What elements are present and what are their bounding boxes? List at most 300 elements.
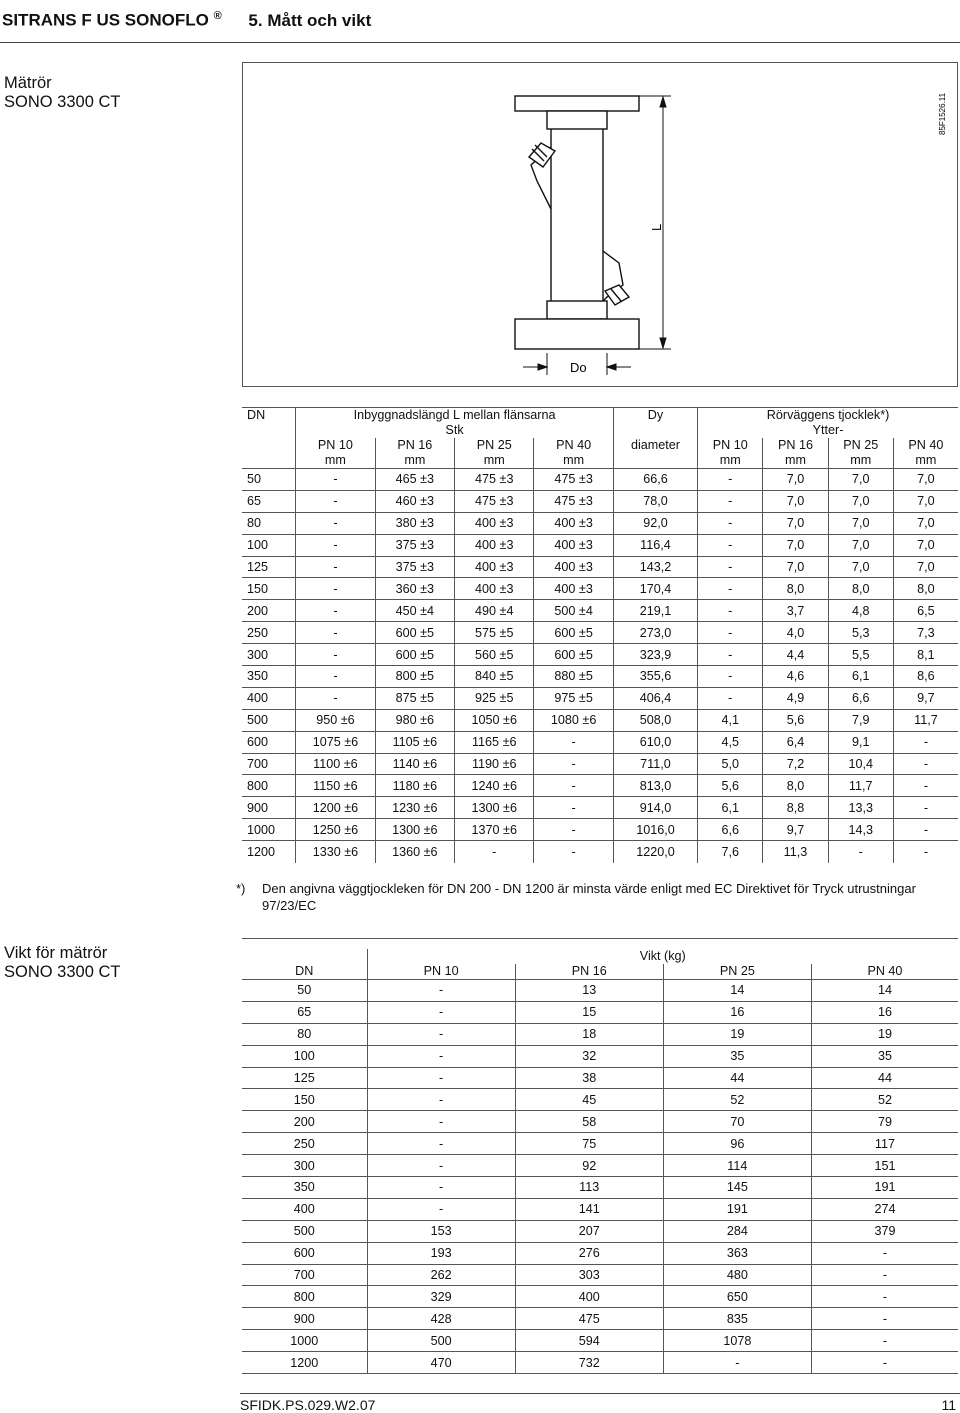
table-cell: 8,0 [763, 775, 828, 797]
col-dy-subheader: diameter [613, 438, 697, 453]
table-cell: 1300 ±6 [455, 797, 534, 819]
weight-col-header: DN [295, 964, 314, 978]
table-cell: - [698, 666, 763, 688]
table-cell: 400 ±3 [455, 578, 534, 600]
header-section-title: 5. Mått och vikt [248, 10, 372, 30]
table-cell: 400 [515, 1286, 663, 1308]
table-cell: - [893, 797, 958, 819]
meter-tube-drawing [243, 63, 957, 386]
table-cell: 1105 ±6 [375, 731, 454, 753]
table-cell: - [367, 1155, 515, 1177]
table-cell: 117 [811, 1133, 958, 1155]
table-cell: 16 [663, 1001, 811, 1023]
table-cell: 5,6 [698, 775, 763, 797]
table-cell: 428 [367, 1308, 515, 1330]
doc-code: SFIDK.PS.029.W2.07 [240, 1397, 376, 1413]
dn-cell: 150 [242, 1089, 367, 1111]
table-cell: 800 ±5 [375, 666, 454, 688]
table-row [242, 1177, 958, 1199]
table-cell: 7,0 [828, 512, 893, 534]
table-cell: 113 [515, 1177, 663, 1199]
table-cell: 880 ±5 [534, 666, 613, 688]
col-len-pn16: PN 16 [375, 438, 454, 453]
table-cell: 400 ±3 [534, 578, 613, 600]
table-cell: 5,0 [698, 753, 763, 775]
table-cell: - [367, 1111, 515, 1133]
table-cell: 52 [811, 1089, 958, 1111]
table-cell: 500 ±4 [534, 600, 613, 622]
dn-cell: 700 [242, 1264, 367, 1286]
table-cell: 363 [663, 1242, 811, 1264]
table-cell: - [455, 841, 534, 863]
table-cell: 475 ±3 [455, 490, 534, 512]
table-cell: - [828, 841, 893, 863]
dn-cell: 1200 [242, 841, 296, 863]
table-cell: 1190 ±6 [455, 753, 534, 775]
dn-cell: 300 [242, 1155, 367, 1177]
col-dn-header: DN [242, 408, 296, 424]
col-len-pn10: PN 10 [296, 438, 375, 453]
table-cell: 92 [515, 1155, 663, 1177]
dn-cell: 250 [242, 1133, 367, 1155]
unit-label: mm [763, 453, 828, 469]
weight-col-header: PN 40 [811, 964, 958, 980]
table-cell: 7,9 [828, 709, 893, 731]
unit-label: mm [828, 453, 893, 469]
table-cell: - [698, 534, 763, 556]
table-cell: 1078 [663, 1330, 811, 1352]
footnote [236, 880, 958, 914]
table-cell: 323,9 [613, 644, 697, 666]
col-wall-pn40: PN 40 [893, 438, 958, 453]
table-cell: - [811, 1352, 958, 1374]
table-cell: 400 ±3 [455, 512, 534, 534]
dn-cell: 250 [242, 622, 296, 644]
table-cell: 15 [515, 1001, 663, 1023]
table-cell: 508,0 [613, 709, 697, 731]
table-cell: 79 [811, 1111, 958, 1133]
table-row [242, 534, 958, 556]
table-cell: 610,0 [613, 731, 697, 753]
table-cell: 52 [663, 1089, 811, 1111]
table-cell: 7,0 [763, 556, 828, 578]
weight-col-header: PN 25 [663, 964, 811, 980]
table-cell: 6,6 [828, 687, 893, 709]
table-cell: 380 ±3 [375, 512, 454, 534]
dn-cell: 50 [242, 980, 367, 1002]
table-cell: 711,0 [613, 753, 697, 775]
table-row [242, 1308, 958, 1330]
table-cell: 5,3 [828, 622, 893, 644]
table-cell: - [296, 622, 375, 644]
table-cell: - [367, 1023, 515, 1045]
table-cell: - [698, 556, 763, 578]
table-cell: - [296, 469, 375, 491]
table-cell: 35 [811, 1045, 958, 1067]
dn-cell: 350 [242, 666, 296, 688]
table-row [242, 1155, 958, 1177]
dn-cell: 125 [242, 556, 296, 578]
table-cell: 1370 ±6 [455, 819, 534, 841]
table-cell: 7,0 [893, 512, 958, 534]
dn-cell: 80 [242, 512, 296, 534]
table-cell: 16 [811, 1001, 958, 1023]
table-cell: 600 ±5 [375, 622, 454, 644]
table-cell: - [811, 1308, 958, 1330]
dn-cell: 65 [242, 490, 296, 512]
table-cell: 7,0 [763, 512, 828, 534]
table-cell: 7,0 [828, 469, 893, 491]
table-cell: 1330 ±6 [296, 841, 375, 863]
table-cell: 14,3 [828, 819, 893, 841]
table-cell: 193 [367, 1242, 515, 1264]
table-cell: 7,2 [763, 753, 828, 775]
table-cell: 11,3 [763, 841, 828, 863]
table-cell: 875 ±5 [375, 687, 454, 709]
table-cell: - [367, 980, 515, 1002]
table-cell: 8,0 [763, 578, 828, 600]
table-cell: 9,1 [828, 731, 893, 753]
dn-cell: 125 [242, 1067, 367, 1089]
table-cell: 284 [663, 1220, 811, 1242]
table-cell: 450 ±4 [375, 600, 454, 622]
table-cell: 575 ±5 [455, 622, 534, 644]
table-row [242, 1045, 958, 1067]
table-cell: - [296, 556, 375, 578]
weight-caption: Vikt (kg) [367, 949, 958, 964]
table-cell: 914,0 [613, 797, 697, 819]
table-row [242, 1198, 958, 1220]
table-cell: 274 [811, 1198, 958, 1220]
table-cell: 96 [663, 1133, 811, 1155]
header-rule [0, 42, 960, 43]
col-wall-group-header: Rörväggens tjocklek*) [698, 408, 958, 424]
table-cell: 13,3 [828, 797, 893, 819]
table-cell: 950 ±6 [296, 709, 375, 731]
table-cell: - [811, 1286, 958, 1308]
table-cell: 7,0 [763, 534, 828, 556]
table-cell: - [296, 534, 375, 556]
table-cell: 6,1 [828, 666, 893, 688]
table-cell: 500 [367, 1330, 515, 1352]
table-row [242, 709, 958, 731]
unit-label: mm [893, 453, 958, 469]
col-length-group-header: Inbyggnadslängd L mellan flänsarna [296, 408, 614, 424]
table-cell: 1300 ±6 [375, 819, 454, 841]
table-cell: 262 [367, 1264, 515, 1286]
unit-label: mm [455, 453, 534, 469]
table-cell: 480 [663, 1264, 811, 1286]
dn-cell: 700 [242, 753, 296, 775]
table-cell: - [698, 644, 763, 666]
table-cell: 143,2 [613, 556, 697, 578]
table-cell: 400 ±3 [534, 512, 613, 534]
table-cell: 8,0 [828, 578, 893, 600]
unit-label: mm [698, 453, 763, 469]
dn-cell: 500 [242, 709, 296, 731]
table-cell: 400 ±3 [534, 534, 613, 556]
dn-cell: 400 [242, 1198, 367, 1220]
table-row [242, 687, 958, 709]
dn-cell: 600 [242, 731, 296, 753]
table-cell: 58 [515, 1111, 663, 1133]
table-cell: 4,1 [698, 709, 763, 731]
table-cell: 13 [515, 980, 663, 1002]
table-row [242, 512, 958, 534]
table-cell: 4,9 [763, 687, 828, 709]
table-cell: 116,4 [613, 534, 697, 556]
table-cell: 600 ±5 [534, 644, 613, 666]
table-cell: 375 ±3 [375, 534, 454, 556]
table-cell: 11,7 [893, 709, 958, 731]
dimensions-table [242, 407, 958, 863]
table-cell: - [367, 1198, 515, 1220]
table-row [242, 1220, 958, 1242]
table-cell: 3,7 [763, 600, 828, 622]
table-cell: 32 [515, 1045, 663, 1067]
table-cell: 45 [515, 1089, 663, 1111]
dimension-Do-label: Do [570, 360, 587, 375]
dn-cell: 50 [242, 469, 296, 491]
dn-cell: 900 [242, 797, 296, 819]
table-cell: 7,0 [828, 490, 893, 512]
table-cell: 4,6 [763, 666, 828, 688]
table-cell: 475 ±3 [534, 469, 613, 491]
table-cell: 145 [663, 1177, 811, 1199]
table-cell: 1230 ±6 [375, 797, 454, 819]
dn-cell: 1000 [242, 819, 296, 841]
table-cell: - [367, 1067, 515, 1089]
table-cell: - [367, 1133, 515, 1155]
table-cell: 8,0 [893, 578, 958, 600]
table-row [242, 1286, 958, 1308]
table-cell: 1200 ±6 [296, 797, 375, 819]
table-cell: 170,4 [613, 578, 697, 600]
table-cell: - [367, 1089, 515, 1111]
table-row [242, 1089, 958, 1111]
table-cell: 6,4 [763, 731, 828, 753]
table-cell: 360 ±3 [375, 578, 454, 600]
table-cell: 191 [811, 1177, 958, 1199]
table-row [242, 1330, 958, 1352]
unit-label: mm [534, 453, 613, 469]
dimension-L-label: L [649, 223, 664, 231]
table-cell: 114 [663, 1155, 811, 1177]
table-cell: 7,0 [893, 556, 958, 578]
table-cell: 4,5 [698, 731, 763, 753]
dn-cell: 800 [242, 1286, 367, 1308]
table-cell: 1075 ±6 [296, 731, 375, 753]
table-row [242, 556, 958, 578]
table-row [242, 753, 958, 775]
col-length-group-subheader: Stk [296, 423, 614, 438]
table-cell: 600 ±5 [534, 622, 613, 644]
section-label-meter-tube: Mätrör SONO 3300 CT [4, 74, 121, 111]
table-cell: - [698, 622, 763, 644]
dn-cell: 80 [242, 1023, 367, 1045]
table-cell: 219,1 [613, 600, 697, 622]
table-cell: 14 [663, 980, 811, 1002]
table-cell: 8,1 [893, 644, 958, 666]
table-cell: 475 ±3 [455, 469, 534, 491]
col-wall-pn16: PN 16 [763, 438, 828, 453]
dn-cell: 100 [242, 1045, 367, 1067]
table-cell: 470 [367, 1352, 515, 1374]
table-cell: - [893, 731, 958, 753]
dn-cell: 200 [242, 600, 296, 622]
table-cell: 4,8 [828, 600, 893, 622]
dn-cell: 900 [242, 1308, 367, 1330]
table-cell: - [698, 687, 763, 709]
table-cell: - [367, 1045, 515, 1067]
col-dy-header: Dy [613, 408, 697, 424]
table-cell: 400 ±3 [534, 556, 613, 578]
table-row [242, 731, 958, 753]
table-row [242, 1352, 958, 1374]
table-cell: 14 [811, 980, 958, 1002]
table-cell: - [296, 666, 375, 688]
table-cell: 1150 ±6 [296, 775, 375, 797]
table-cell: 1165 ±6 [455, 731, 534, 753]
dn-cell: 600 [242, 1242, 367, 1264]
table-cell: 1080 ±6 [534, 709, 613, 731]
table-cell: 141 [515, 1198, 663, 1220]
table-row [242, 980, 958, 1002]
table-row [242, 666, 958, 688]
table-cell: 8,6 [893, 666, 958, 688]
header-brand: SITRANS F US SONOFLO [2, 10, 209, 30]
table-cell: 191 [663, 1198, 811, 1220]
table-cell: 276 [515, 1242, 663, 1264]
table-cell: - [663, 1352, 811, 1374]
table-cell: 8,8 [763, 797, 828, 819]
table-row [242, 578, 958, 600]
dn-cell: 800 [242, 775, 296, 797]
table-row [242, 1023, 958, 1045]
table-cell: 4,0 [763, 622, 828, 644]
table-cell: 840 ±5 [455, 666, 534, 688]
footnote-marker: *) [236, 881, 246, 896]
dn-cell: 65 [242, 1001, 367, 1023]
technical-drawing [242, 62, 958, 387]
weight-table [242, 949, 958, 1374]
table-row [242, 1111, 958, 1133]
section-rule [242, 938, 958, 939]
table-cell: 303 [515, 1264, 663, 1286]
table-cell: 400 ±3 [455, 556, 534, 578]
table-cell: 465 ±3 [375, 469, 454, 491]
table-cell: - [367, 1177, 515, 1199]
table-cell: - [534, 753, 613, 775]
table-cell: 92,0 [613, 512, 697, 534]
table-cell: - [698, 600, 763, 622]
table-cell: 1016,0 [613, 819, 697, 841]
col-wall-pn10: PN 10 [698, 438, 763, 453]
dn-cell: 1000 [242, 1330, 367, 1352]
table-cell: 329 [367, 1286, 515, 1308]
table-cell: 35 [663, 1045, 811, 1067]
page-header [2, 10, 371, 31]
table-row [242, 1264, 958, 1286]
table-cell: 6,5 [893, 600, 958, 622]
table-cell: - [893, 753, 958, 775]
table-cell: 10,4 [828, 753, 893, 775]
table-cell: - [893, 841, 958, 863]
table-row [242, 841, 958, 863]
table-cell: 44 [663, 1067, 811, 1089]
table-cell: - [811, 1242, 958, 1264]
table-row [242, 775, 958, 797]
table-cell: - [893, 819, 958, 841]
col-wall-pn25: PN 25 [828, 438, 893, 453]
table-cell: 6,6 [698, 819, 763, 841]
table-row [242, 1242, 958, 1264]
table-cell: 1360 ±6 [375, 841, 454, 863]
table-cell: 78,0 [613, 490, 697, 512]
table-cell: 66,6 [613, 469, 697, 491]
table-cell: 1050 ±6 [455, 709, 534, 731]
table-cell: 355,6 [613, 666, 697, 688]
table-cell: 650 [663, 1286, 811, 1308]
table-cell: - [893, 775, 958, 797]
table-cell: 375 ±3 [375, 556, 454, 578]
section-label-weight: Vikt för mätrör SONO 3300 CT [4, 944, 121, 981]
table-cell: 600 ±5 [375, 644, 454, 666]
table-row [242, 600, 958, 622]
dn-cell: 1200 [242, 1352, 367, 1374]
table-cell: - [534, 731, 613, 753]
table-cell: 7,6 [698, 841, 763, 863]
table-cell: 5,6 [763, 709, 828, 731]
dn-cell: 200 [242, 1111, 367, 1133]
table-cell: - [534, 819, 613, 841]
table-cell: 379 [811, 1220, 958, 1242]
table-cell: - [811, 1264, 958, 1286]
table-cell: 7,0 [828, 556, 893, 578]
table-cell: 19 [811, 1023, 958, 1045]
registered-mark: ® [213, 10, 222, 22]
table-cell: 925 ±5 [455, 687, 534, 709]
dn-cell: 300 [242, 644, 296, 666]
table-row [242, 797, 958, 819]
table-cell: - [296, 687, 375, 709]
table-cell: 1100 ±6 [296, 753, 375, 775]
table-cell: 406,4 [613, 687, 697, 709]
table-cell: 732 [515, 1352, 663, 1374]
col-len-pn25: PN 25 [455, 438, 534, 453]
table-row [242, 819, 958, 841]
table-cell: - [811, 1330, 958, 1352]
table-cell: 1140 ±6 [375, 753, 454, 775]
table-cell: 38 [515, 1067, 663, 1089]
table-row [242, 490, 958, 512]
table-cell: 975 ±5 [534, 687, 613, 709]
weight-col-header: PN 16 [515, 964, 663, 980]
table-row [242, 1001, 958, 1023]
table-cell: - [698, 578, 763, 600]
table-cell: 11,7 [828, 775, 893, 797]
table-cell: 6,1 [698, 797, 763, 819]
table-cell: 44 [811, 1067, 958, 1089]
weight-col-header: PN 10 [367, 964, 515, 980]
col-wall-group-subheader: Ytter- [698, 423, 958, 438]
table-cell: - [296, 578, 375, 600]
table-cell: - [367, 1001, 515, 1023]
table-cell: 1180 ±6 [375, 775, 454, 797]
table-cell: 273,0 [613, 622, 697, 644]
table-cell: 7,0 [893, 490, 958, 512]
table-cell: 75 [515, 1133, 663, 1155]
